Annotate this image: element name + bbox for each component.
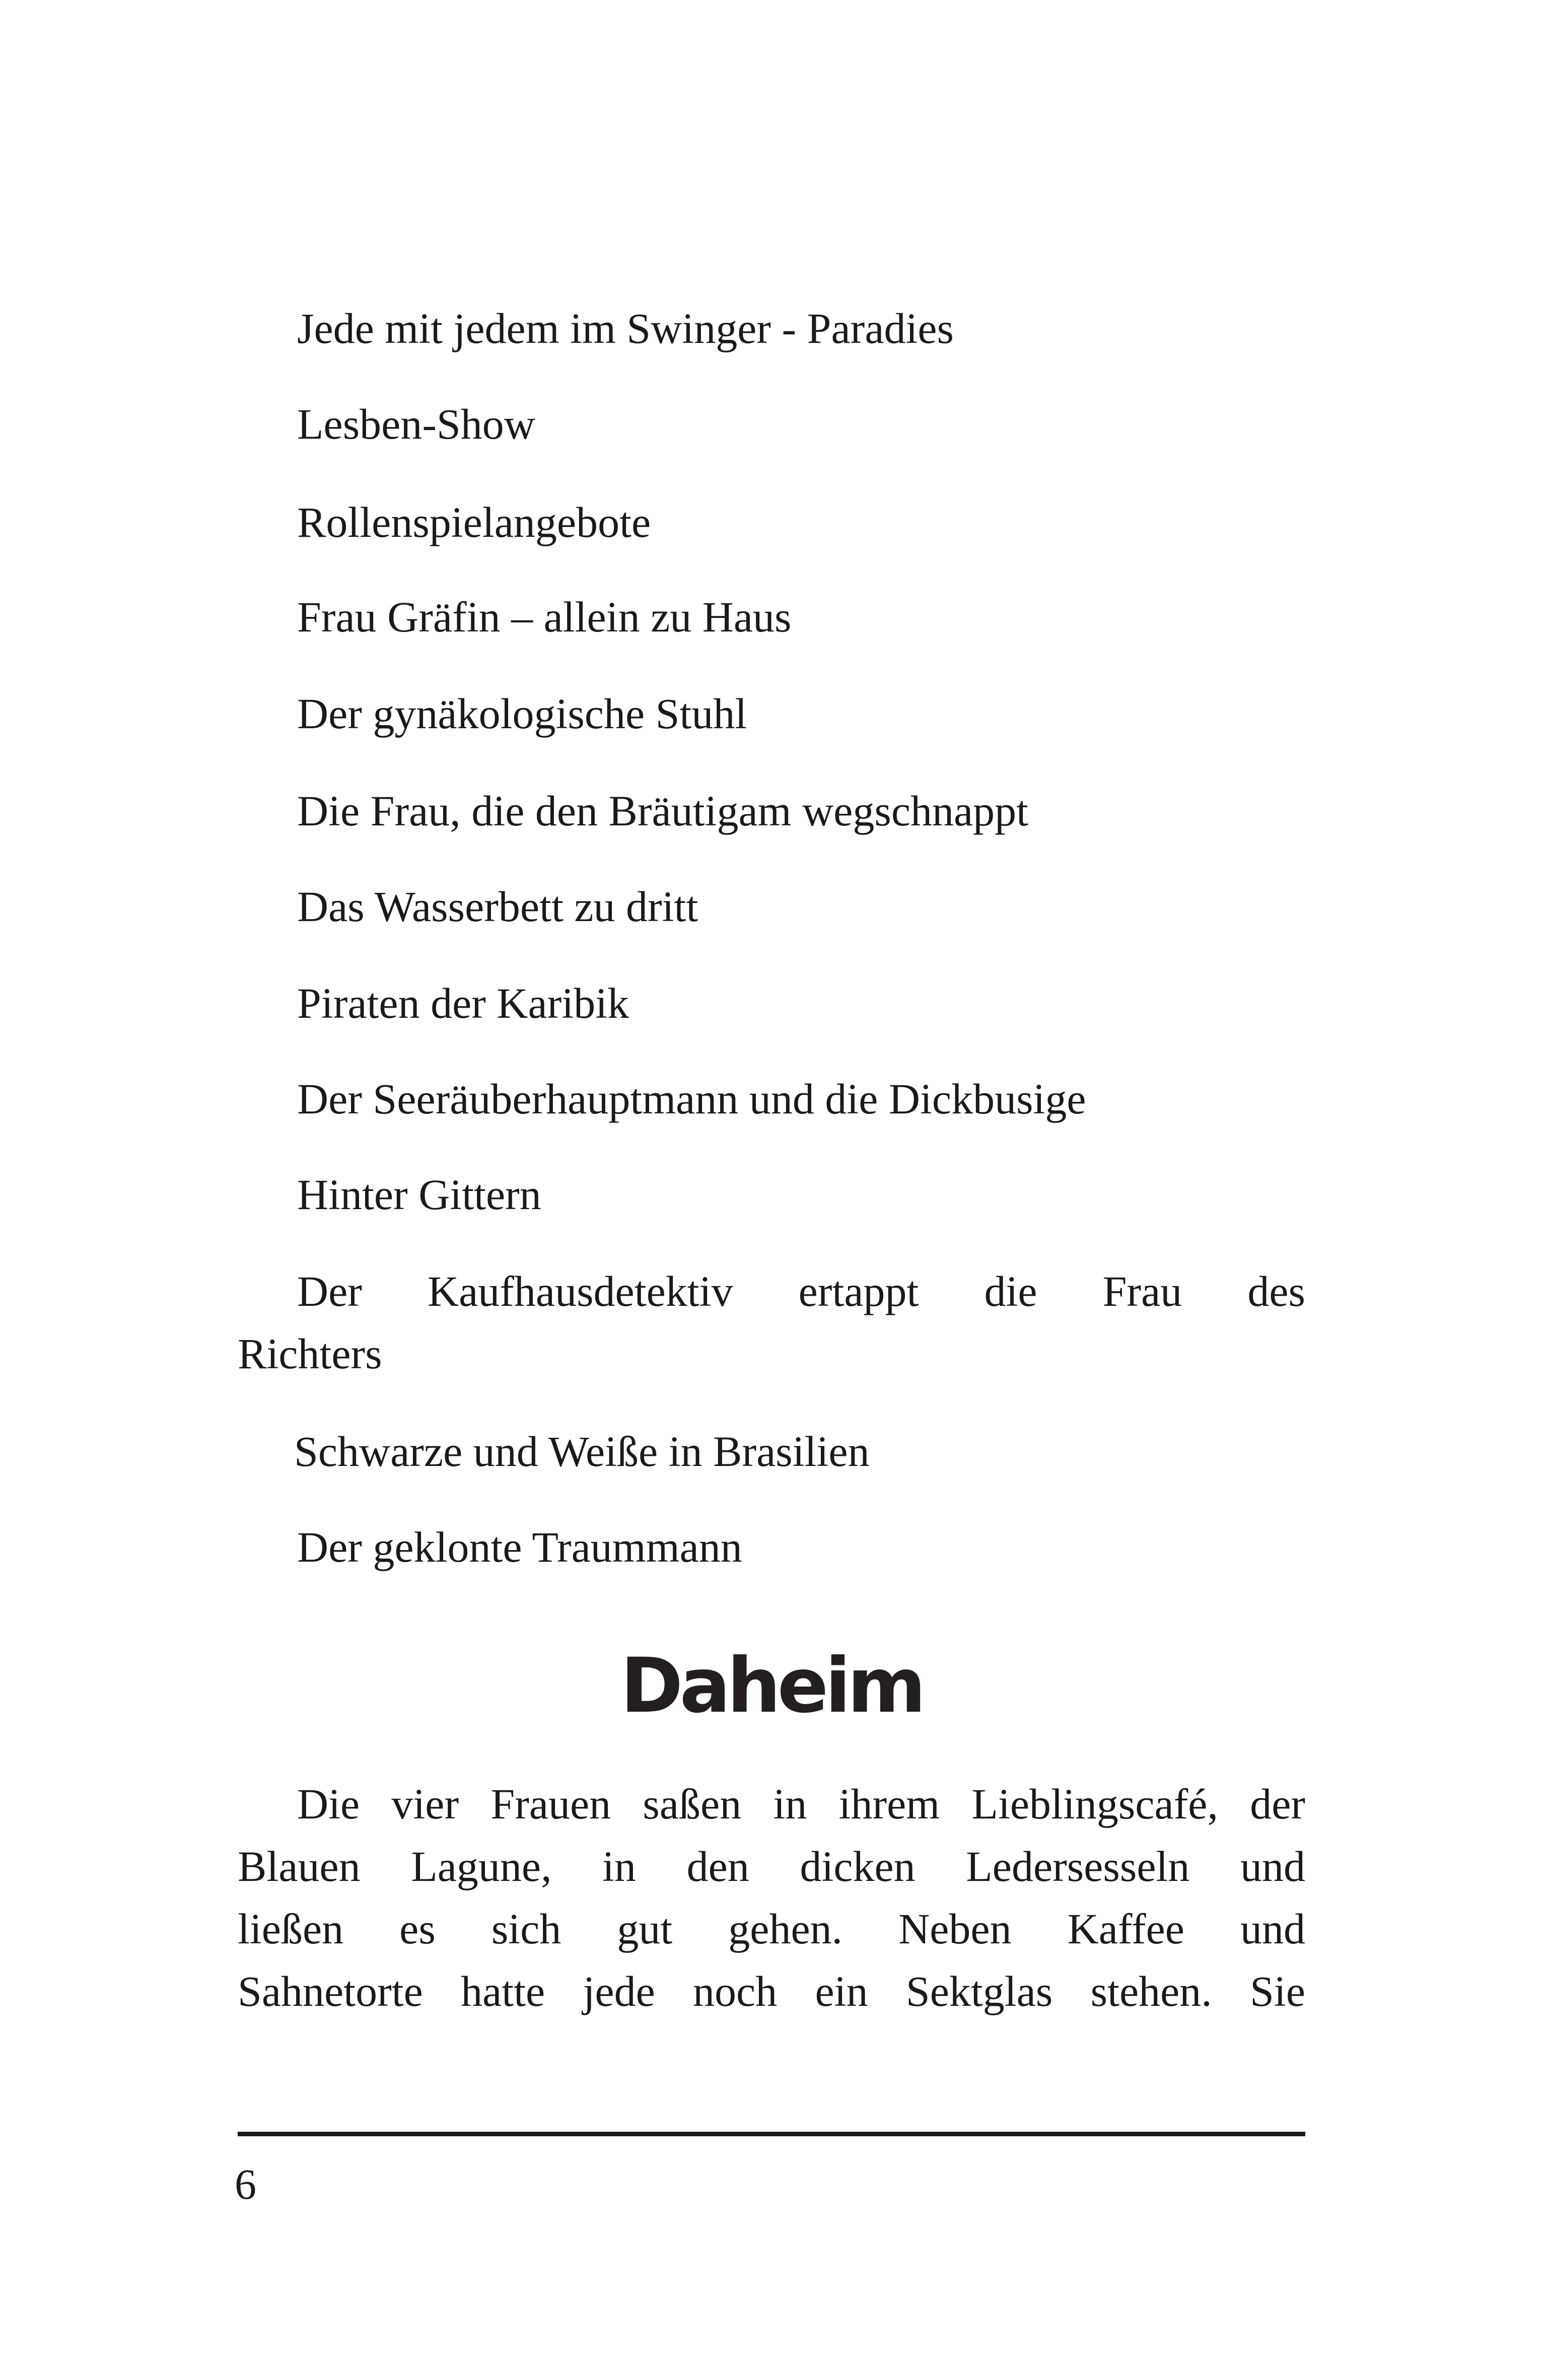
list-item: Der geklonte Traummann [297,1523,742,1571]
list-item-line: Der Kaufhausdetektiv ertappt die Frau des [297,1267,1305,1315]
paragraph-line: ließen es sich gut gehen. Neben Kaffee und [238,1905,1305,1953]
list-item: Rollenspielangebote [297,498,651,546]
page-number: 6 [235,2160,256,2208]
list-item: Der Seeräuberhauptmann und die Dickbusige [297,1075,1086,1123]
list-item-line: Richters [238,1329,382,1378]
paragraph-line: Sahnetorte hatte jede noch ein Sektglas stehen. Sie [238,1967,1305,2015]
paragraph-line: Die vier Frauen saßen in ihrem Lieblingscafé, der [297,1780,1305,1828]
list-item: Hinter Gittern [297,1170,541,1219]
list-item: Piraten der Karibik [297,979,629,1027]
section-heading: Daheim [620,1642,923,1730]
body-paragraph [238,1773,1305,2022]
paragraph-line: Blauen Lagune, in den dicken Ledersesseln und [238,1842,1305,1891]
list-item: Der gynäkologische Stuhl [297,689,747,738]
list-item: Jede mit jedem im Swinger - Paradies [297,304,954,353]
list-item-long [238,1260,1305,1385]
list-item: Die Frau, die den Bräutigam wegschnappt [297,787,1029,835]
footer-divider [238,2132,1305,2136]
list-item: Frau Gräfin – allein zu Haus [297,593,792,641]
list-item: Schwarze und Weiße in Brasilien [294,1427,870,1476]
list-item: Das Wasserbett zu dritt [297,882,698,931]
list-item: Lesben-Show [297,400,535,448]
